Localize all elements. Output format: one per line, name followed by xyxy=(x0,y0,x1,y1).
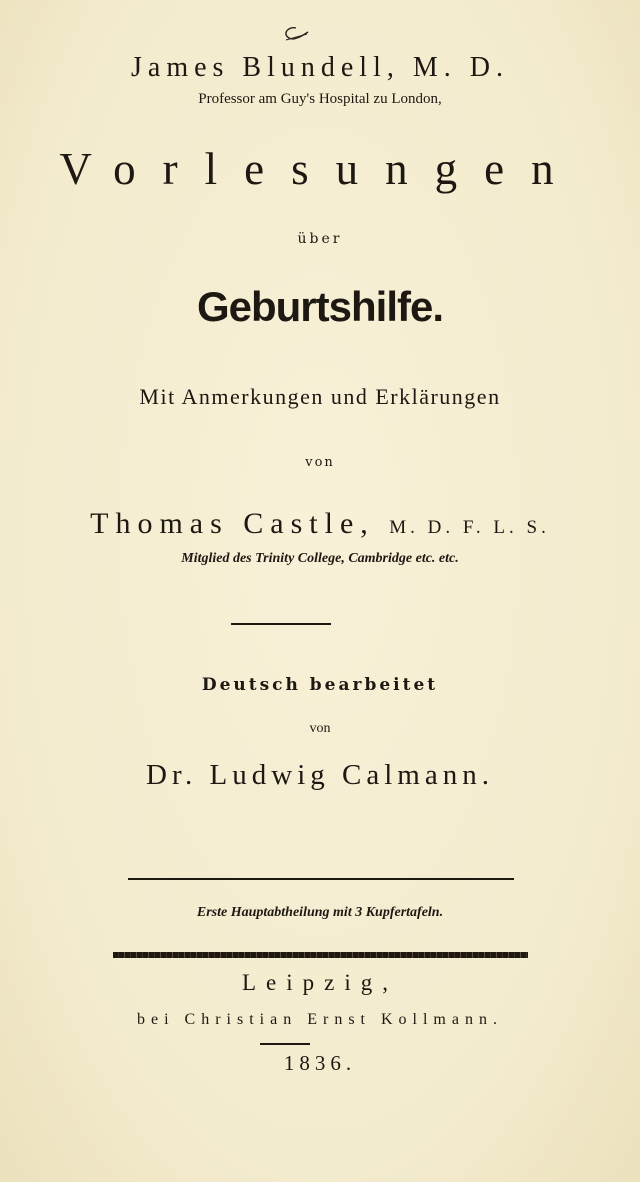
publisher: bei Christian Ernst Kollmann. xyxy=(137,1011,503,1028)
divider-long xyxy=(128,878,514,880)
divider-short xyxy=(231,623,331,625)
annotator-name: Thomas Castle, xyxy=(90,507,375,540)
translator-name: Dr. Ludwig Calmann. xyxy=(146,759,494,791)
annotator-membership: Mitglied des Trinity College, Cambridge etc. etc. xyxy=(181,551,459,566)
annotations-line: Mit Anmerkungen und Erklärungen xyxy=(139,384,501,409)
by-label-1: von xyxy=(305,455,335,470)
publication-place: Leipzig, xyxy=(242,970,398,995)
preposition: über xyxy=(297,231,343,247)
publication-year: 1836. xyxy=(283,1051,357,1075)
author-position: Professor am Guy's Hospital zu London, xyxy=(198,91,442,107)
ink-flourish-mark xyxy=(280,24,310,44)
annotator-degrees: M. D. F. L. S. xyxy=(389,517,550,538)
annotator-line xyxy=(0,507,640,541)
subject-title: Geburtshilfe. xyxy=(196,283,444,330)
author-name: James Blundell, M. D. xyxy=(131,52,509,83)
ornamental-rule xyxy=(113,952,528,958)
main-title: Vorlesungen xyxy=(59,144,581,194)
divider-year xyxy=(260,1043,310,1045)
by-label-2: von xyxy=(309,721,331,736)
volume-note: Erste Hauptabtheilung mit 3 Kupfertafeln. xyxy=(196,905,444,920)
translation-note: Deutsch bearbeitet xyxy=(201,675,439,695)
